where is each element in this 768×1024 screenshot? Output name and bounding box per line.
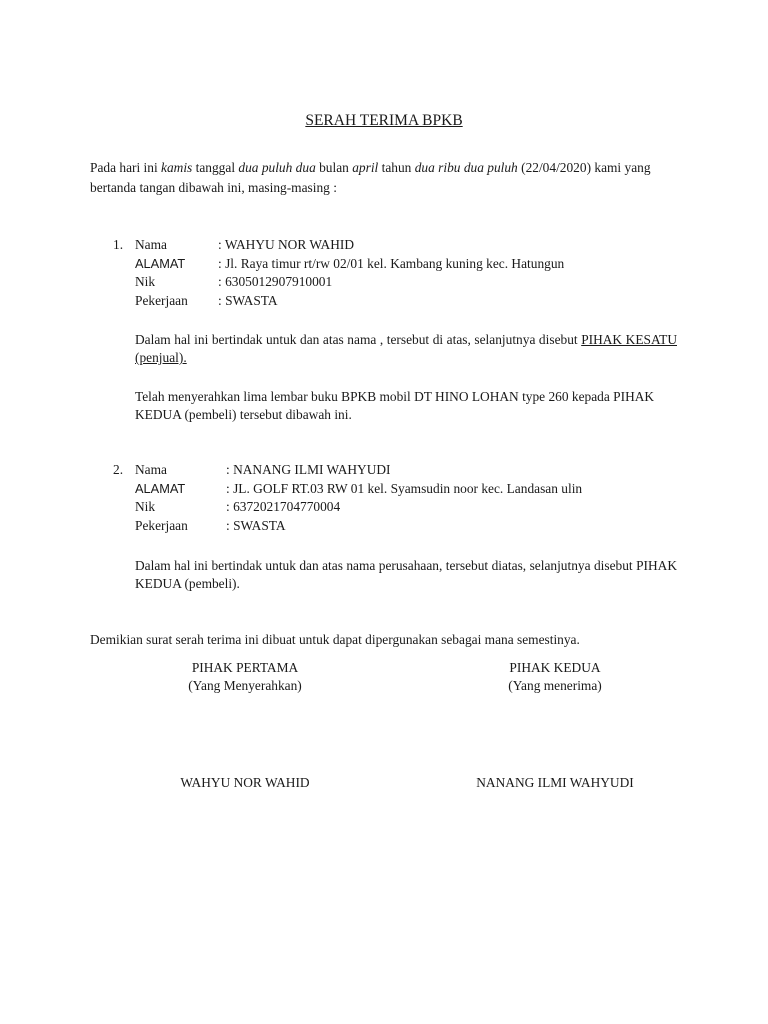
party2-address-label: ALAMAT bbox=[135, 481, 186, 496]
party2-statement: Dalam hal ini bertindak untuk dan atas nama perusahaan, tersebut diatas, selanjutnya disebut PIHAK KEDUA (pembeli). bbox=[135, 558, 677, 591]
party1-name-label: Nama bbox=[135, 237, 167, 252]
sig-right-subtitle: (Yang menerima) bbox=[508, 678, 602, 693]
party1-name-value: : WAHYU NOR WAHID bbox=[218, 237, 355, 252]
party1-handover: Telah menyerahkan lima lembar buku BPKB mobil DT HINO LOHAN type 260 kepada PIHAK KEDUA (pembeli) tersebut dibawah ini. bbox=[135, 389, 655, 422]
party2-nik-label: Nik bbox=[135, 499, 156, 514]
party2-nik-value: : 6372021704770004 bbox=[226, 499, 341, 514]
intro-text-1: Pada hari ini bbox=[90, 160, 162, 175]
document-title: SERAH TERIMA BPKB bbox=[305, 112, 463, 129]
closing-statement: Demikian surat serah terima ini dibuat untuk dapat dipergunakan sebagai mana semestinya. bbox=[90, 632, 580, 647]
party1-role: PIHAK KESATU (penjual). bbox=[135, 332, 677, 365]
party2-address-value: : JL. GOLF RT.03 RW 01 kel. Syamsudin noor kec. Landasan ulin bbox=[226, 481, 583, 496]
party2-name-value: : NANANG ILMI WAHYUDI bbox=[226, 462, 391, 477]
party1-address-label: ALAMAT bbox=[135, 256, 186, 271]
intro-line-2: bertanda tangan dibawah ini, masing-masing : bbox=[90, 180, 337, 195]
intro-text-2: tanggal bbox=[192, 160, 239, 175]
party1-statement-text: Dalam hal ini bertindak untuk dan atas nama , tersebut di atas, selanjutnya disebut bbox=[135, 332, 582, 347]
party1-address-value: : Jl. Raya timur rt/rw 02/01 kel. Kambang kuning kec. Hatungun bbox=[218, 256, 565, 271]
party1-nik-value: : 6305012907910001 bbox=[218, 274, 333, 289]
intro-year-words: dua ribu dua puluh bbox=[414, 160, 518, 175]
party2-number: 2. bbox=[113, 462, 124, 477]
sig-right-name: NANANG ILMI WAHYUDI bbox=[476, 775, 634, 790]
party2-job-label: Pekerjaan bbox=[135, 518, 188, 533]
party2-name-label: Nama bbox=[135, 462, 167, 477]
sig-left-name: WAHYU NOR WAHID bbox=[180, 775, 310, 790]
intro-text-5: (22/04/2020) kami yang bbox=[517, 160, 651, 175]
sig-left-subtitle: (Yang Menyerahkan) bbox=[188, 678, 302, 693]
party2-job-value: : SWASTA bbox=[226, 518, 286, 533]
party1-nik-label: Nik bbox=[135, 274, 156, 289]
intro-text-3: bulan bbox=[315, 160, 353, 175]
intro-text-4: tahun bbox=[378, 160, 415, 175]
party1-job-label: Pekerjaan bbox=[135, 293, 188, 308]
intro-day: kamis bbox=[161, 160, 193, 175]
sig-left-role: PIHAK PERTAMA bbox=[191, 660, 299, 675]
party1-statement bbox=[135, 331, 677, 367]
intro-date-words: dua puluh dua bbox=[238, 160, 316, 175]
intro-month: april bbox=[352, 160, 379, 175]
sig-right-role: PIHAK KEDUA bbox=[509, 660, 601, 675]
party1-job-value: : SWASTA bbox=[218, 293, 278, 308]
party1-number: 1. bbox=[113, 237, 124, 252]
intro-line-1 bbox=[90, 160, 651, 176]
